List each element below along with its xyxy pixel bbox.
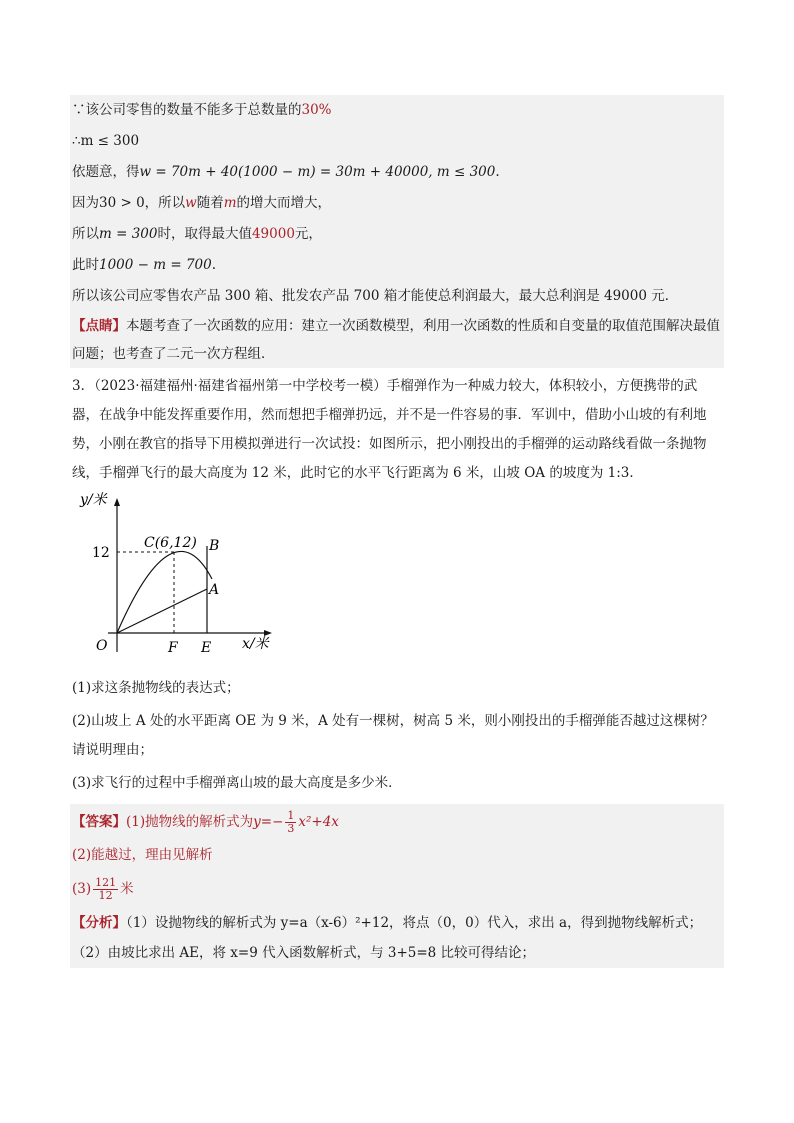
y-axis-label: y/米 bbox=[80, 492, 107, 508]
question-3 bbox=[70, 769, 724, 798]
analysis-line-2 bbox=[70, 938, 724, 968]
x-axis-label: x/米 bbox=[242, 636, 269, 652]
numerator: 121 bbox=[95, 876, 117, 889]
analysis-text: （2）由坡比求出 AE，将 x=9 代入函数解析式，与 3+5=8 比较可得结论； bbox=[72, 945, 536, 961]
formula-part: y=− bbox=[253, 814, 284, 830]
question-text: (3)求飞行的过程中手榴弹离山坡的最大高度是多少米． bbox=[72, 775, 402, 791]
variable-w: w bbox=[185, 195, 197, 211]
solution-conclusion: 所以该公司应零售农产品 300 箱、批发农产品 700 箱才能使总利润最大，最大总利润是 49000 元． bbox=[72, 288, 679, 304]
coefficient-check: 30 > 0 bbox=[99, 195, 145, 211]
numerator: 1 bbox=[287, 809, 295, 822]
parabola-diagram bbox=[70, 490, 280, 670]
solution-line-4 bbox=[70, 188, 724, 219]
question-2 bbox=[70, 707, 724, 736]
point-e-label: E bbox=[201, 640, 212, 656]
percent-value: 30% bbox=[301, 102, 332, 118]
trajectory-parabola bbox=[117, 551, 212, 633]
analysis-text: （1）设抛物线的解析式为 y=a（x-6）²+12，将点（0，0）代入，求出 a，得到抛物线解析式； bbox=[126, 915, 703, 931]
y-axis-arrow bbox=[114, 498, 120, 506]
inequality: ∴m ≤ 300 bbox=[72, 133, 140, 149]
max-value: 49000 bbox=[251, 226, 295, 242]
comment-block bbox=[70, 312, 724, 368]
point-a-label: A bbox=[209, 582, 220, 598]
question-text: (2)山坡上 A 处的水平距离 OE 为 9 米，A 处有一棵树，树高 5 米，则小刚投出的手榴弹能否越过这棵树？ bbox=[72, 713, 714, 729]
origin-label: O bbox=[96, 638, 108, 654]
answer-line-1 bbox=[70, 804, 724, 840]
denominator: 3 bbox=[287, 822, 295, 835]
denominator: 12 bbox=[98, 889, 113, 902]
profit-equation: w = 70m + 40(1000 − m) = 30m + 40000, m ≤ 300 bbox=[139, 164, 496, 180]
point-c-label: C(6,12) bbox=[144, 535, 197, 551]
analysis-tag: 【分析】 bbox=[72, 915, 126, 931]
answer-text: (3) bbox=[72, 881, 92, 897]
solution-line-5 bbox=[70, 219, 724, 250]
analysis-line-1 bbox=[70, 908, 724, 938]
answer-text: (1)抛物线的解析式为 bbox=[126, 814, 254, 830]
figure bbox=[70, 490, 270, 670]
comment-text: 本题考查了一次函数的应用：建立一次函数模型，利用一次函数的性质和自变量的取值范围解决最值问题；也考查了二元一次方程组． bbox=[72, 318, 720, 362]
question-1 bbox=[70, 674, 724, 703]
slope-line bbox=[117, 589, 207, 633]
solution-line-3 bbox=[70, 157, 724, 188]
question-text: 请说明理由； bbox=[72, 742, 153, 758]
period: . bbox=[211, 257, 217, 273]
answer-line-2 bbox=[70, 840, 724, 870]
tick-12: 12 bbox=[92, 545, 110, 561]
formula-part: x²+4x bbox=[298, 814, 339, 830]
question-text: (1)求这条抛物线的表达式； bbox=[72, 680, 240, 696]
page-content bbox=[70, 95, 724, 968]
fraction-121-12 bbox=[93, 877, 118, 902]
solution-text: 依题意，得 bbox=[72, 164, 140, 180]
solution-text: 元， bbox=[294, 226, 322, 242]
solution-line-6 bbox=[70, 250, 724, 281]
fraction-one-third bbox=[285, 810, 296, 835]
m-value: m = 300 bbox=[99, 226, 158, 242]
solution-text: 所以 bbox=[72, 226, 99, 242]
solution-text: 的增大而增大， bbox=[236, 195, 332, 211]
point-b-label: B bbox=[209, 538, 220, 554]
period: . bbox=[495, 164, 500, 180]
solution-text: ，所以 bbox=[144, 195, 186, 211]
solution-text: 随着 bbox=[196, 195, 224, 211]
solution-text: 因为 bbox=[72, 195, 99, 211]
solution-text: 此时 bbox=[72, 257, 99, 273]
variable-m: m bbox=[223, 195, 237, 211]
solution-line-1 bbox=[70, 95, 724, 126]
unit: 米 bbox=[120, 881, 134, 897]
solution-text: 时，取得最大值 bbox=[157, 226, 252, 242]
point-f-label: F bbox=[168, 640, 178, 656]
comment-tag: 【点睛】 bbox=[72, 318, 126, 334]
answer-line-3 bbox=[70, 870, 724, 908]
solution-line-7 bbox=[70, 281, 724, 312]
problem-text: 3．（2023·福建福州·福建省福州第一中学校考一模）手榴弹作为一种威力较大，体积较小，方便携带的武器，在战争中能发挥重要作用，然而想把手榴弹扔远，并不是一件容易的事．军训中，借助小山坡的有利地势，小刚在教官的指导下用模拟弹进行一次试投：如图所示，把小刚投出的手榴弹的运动路线看做一条抛物线，手榴弹飞行的最大高度为 12 米，此时它的水平飞行距离为 6 米，山坡 OA 的坡度为 1:3． bbox=[72, 378, 707, 481]
solution-line-2 bbox=[70, 126, 724, 157]
answer-text: (2)能越过，理由见解析 bbox=[72, 847, 213, 863]
solution-text: ∵该公司零售的数量不能多于总数量的 bbox=[72, 102, 302, 118]
difference-equation: 1000 − m = 700 bbox=[99, 257, 212, 273]
question-2-cont bbox=[70, 736, 724, 765]
problem-statement bbox=[70, 372, 724, 488]
answer-tag: 【答案】 bbox=[72, 814, 126, 830]
